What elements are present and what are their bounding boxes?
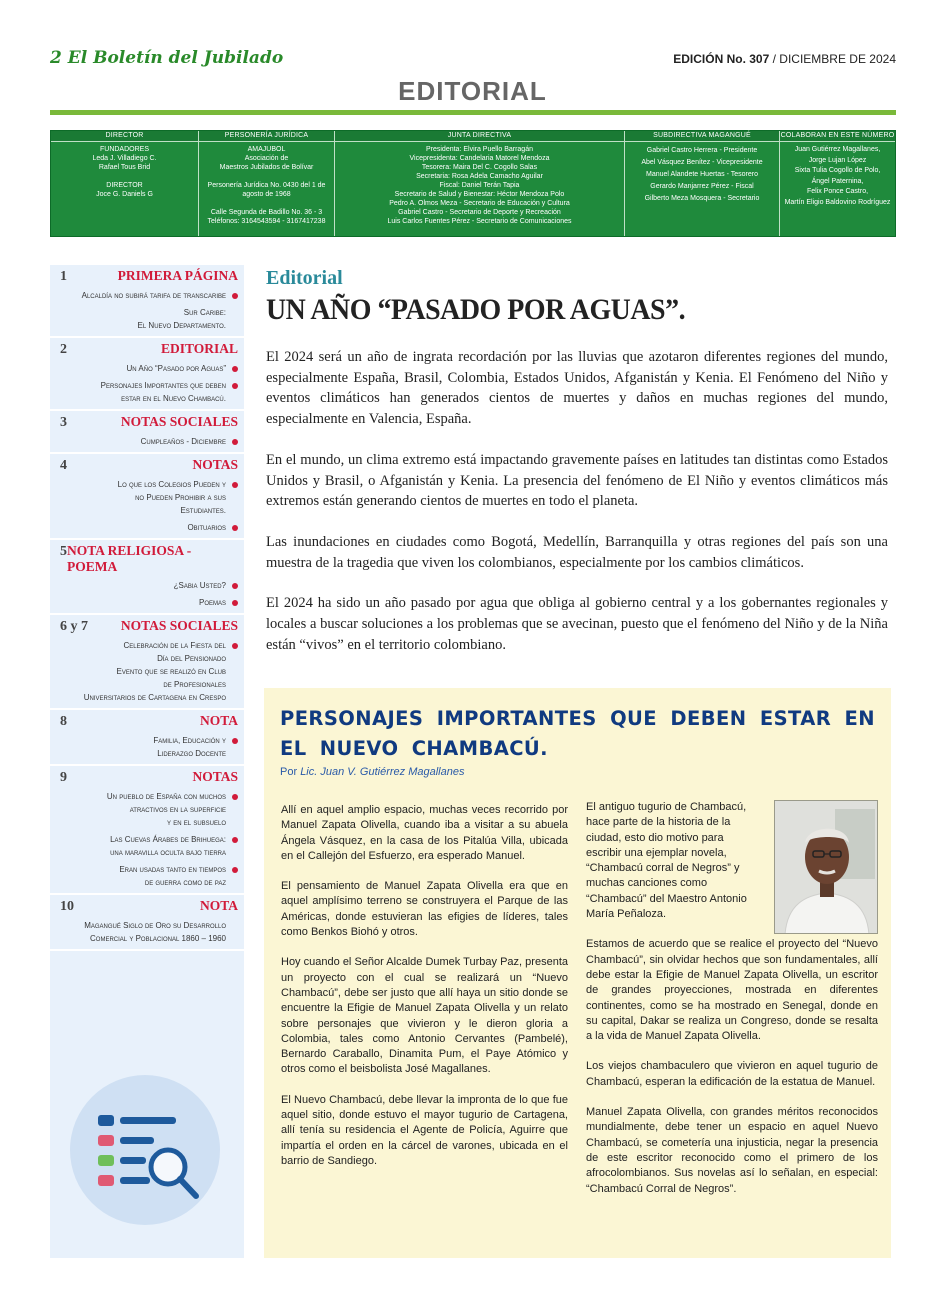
toc-item-label: Un pueblo de España con muchos atractivos en la superficie y en el subsuelo xyxy=(106,792,226,827)
edition-date: / DICIEMBRE DE 2024 xyxy=(769,52,896,66)
toc-page-number: 1 xyxy=(60,269,67,284)
bullet-icon xyxy=(232,583,238,589)
staff-col-head: COLABORAN EN ESTE NÚMERO xyxy=(780,131,895,142)
toc-item[interactable] xyxy=(60,579,238,592)
staff-col-head: PERSONERÍA JURÍDICA xyxy=(199,131,334,142)
toc-item-label: Magangué Siglo de Oro su Desarrollo Comercial y Poblacional 1860 – 1960 xyxy=(84,921,226,943)
toc-item[interactable] xyxy=(60,863,238,889)
publication-title: 2 El Boletín del Jubilado xyxy=(50,48,284,68)
toc-section xyxy=(50,615,244,710)
header-divider xyxy=(50,110,896,115)
staff-col-subboard xyxy=(625,131,780,236)
byline-prefix: Por xyxy=(280,766,301,778)
editorial-paragraph: El 2024 ha sido un año pasado por agua que obliga al gobierno central y a los gobernantes regionales y locales a buscar soluciones a los problemas que se avecinan, puesto que el fenómeno del Niño y de la Niña están “vivos” en el territorio colombiano. xyxy=(266,595,888,653)
toc-item-label: Eran usadas tanto en tiempos de guerra como de paz xyxy=(119,865,226,887)
editorial-kicker: Editorial xyxy=(266,267,343,289)
toc-section-title: NOTA xyxy=(199,898,238,913)
toc-item-label: Familia, Educación y Liderazgo Docente xyxy=(153,736,226,758)
toc-section xyxy=(50,766,244,895)
toc-page-number: 2 xyxy=(60,342,67,357)
toc-section-header xyxy=(60,268,238,285)
toc-item-label: Obituarios xyxy=(187,523,226,532)
author-portrait xyxy=(774,800,878,934)
feature-paragraph: Allí en aquel amplio espacio, muchas veces recorrido por Manuel Zapata Olivella, cuando iba a visitar a su abuela Ángela Vásquez, en la casa de los Pitalúa Villa, ubicada en el Callejón del Esfuerzo, era esperado Manuel. xyxy=(281,804,568,862)
table-of-contents xyxy=(50,265,244,1258)
staff-col-body: AMAJUBOL Asociación de Maestros Jubilados de Bolívar Personería Jurídica No. 0430 del 1 de agosto de 1968 Calle Segunda de Badillo No. 36 - 3 Teléfonos: 3164543594 - 3167417238 xyxy=(207,146,326,225)
section-title: EDITORIAL xyxy=(398,76,547,106)
staff-col-body: Gabriel Castro Herrera - Presidente Abel Vásquez Benítez - Vicepresidente Manuel Alandete Huertas - Tesorero Gerardo Manjarrez Pérez - Fiscal Gilberto Meza Mosquera - Secretario xyxy=(641,147,763,202)
editorial-paragraph: El 2024 será un año de ingrata recordación por las lluvias que azotaron diferentes regiones del mundo, especialmente España, Brasil, Colombia, Estados Unidos, Afganistán y Kenia. El Fenómeno del Niño y eventos climáticos han generados cientos de muertes y daños en muchas regiones del mundo, especialmente en Valencia, España. xyxy=(266,349,888,428)
feature-byline xyxy=(280,766,464,778)
bullet-icon xyxy=(232,837,238,843)
staff-col-body: FUNDADORES Leda J. Villadiego C. Rafael Tous Brid DIRECTOR Joce G. Daniels G xyxy=(92,146,157,198)
toc-section-header xyxy=(60,457,238,474)
staff-col-legal xyxy=(199,131,335,236)
toc-section xyxy=(50,265,244,338)
toc-section-title: NOTAS xyxy=(192,769,238,784)
toc-item[interactable] xyxy=(60,734,238,760)
staff-col-body: Presidenta: Elvira Puello Barragán Vicepresidenta: Candelaria Matorel Mendoza Tesorera: Maira Del C. Cogollo Salas Secretaria: Rosa Adela Camacho Aguilar Fiscal: Daniel Terán Tapia Secretario de Salud y Bienestar: Héctor Mendoza Polo Pedro A. Olmos Meza - Secretario de Educación y Cultura Gabriel Castro - Secretario de Deporte y Recreación Luis Carlos Fuentes Pérez - Secretario de Comunicaciones xyxy=(387,146,572,225)
bullet-icon xyxy=(232,482,238,488)
toc-item-label: Lo que los Colegios Pueden y no Pueden Prohibir a sus Estudiantes. xyxy=(117,480,226,515)
toc-item-label: ¿Sabia Usted? xyxy=(173,581,226,590)
bullet-icon xyxy=(232,794,238,800)
toc-section-title: NOTA RELIGIOSA - POEMA xyxy=(67,543,192,574)
feature-paragraph: Estamos de acuerdo que se realice el proyecto del “Nuevo Chambacú”, sin olvidar hechos que son fundamentales, allí debe estar la Efigie de Manuel Zapata Olivella, un escritor de grandes proyecciones, mostrada en diferentes continentes, como se ha mostrado en Senegal, donde en su capital, Dakar se realiza un Congreso, donde se resalta a la vida de Manuel Zapata Olivella. xyxy=(586,938,878,1043)
toc-page-number: 8 xyxy=(60,714,67,729)
bullet-icon xyxy=(232,293,238,299)
toc-section-title: PRIMERA PÁGINA xyxy=(117,268,238,283)
toc-item-label: Las Cuevas Árabes de Brihuega: una maravilla oculta bajo tierra xyxy=(110,835,226,857)
toc-page-number: 10 xyxy=(60,899,74,914)
toc-item[interactable] xyxy=(60,596,238,609)
toc-page-number: 3 xyxy=(60,415,67,430)
staff-col-body: Juan Gutiérrez Magallanes, Jorge Lujan López Sixta Tulia Cogollo de Polo, Ángel Paternina, Felix Ponce Castro, Martín Eligio Baldovino Rodríguez xyxy=(784,146,891,206)
toc-item-label: Personajes Importantes que deben estar en el Nuevo Chambacú. xyxy=(100,381,226,403)
bullet-icon xyxy=(232,366,238,372)
toc-item-label: Sur Caribe: El Nuevo Departamento. xyxy=(137,308,226,330)
toc-item-label: Un Año “Pasado por Aguas” xyxy=(126,364,226,373)
bullet-icon xyxy=(232,643,238,649)
search-list-icon xyxy=(70,1075,220,1225)
bullet-icon xyxy=(232,867,238,873)
feature-paragraph: El Nuevo Chambacú, debe llevar la impronta de lo que fue aquel sitio, donde estuvo el mayor tugurio de Cartagena, allí tenía su residencia el Agente de Policía, Aguirre que impartía el orden en la cárcel de varones, ubicada en el barrio de Sandiego. xyxy=(281,1093,568,1167)
toc-section xyxy=(50,895,244,951)
toc-page-number: 5 xyxy=(60,544,67,559)
toc-section-header xyxy=(60,543,238,575)
toc-page-number: 4 xyxy=(60,458,67,473)
feature-paragraph: Manuel Zapata Olivella, con grandes méritos reconocidos mundialmente, debe tener un espacio en aquel Nuevo Chambacú, se cometería una injusticia, negar la presencia de este escritor reconocido como el primero de los afrocolombianos. Sus novelas así lo señalan, en especial: “Chambacú Corral de Negros”. xyxy=(586,1106,878,1195)
toc-section-header xyxy=(60,618,238,635)
toc-item[interactable] xyxy=(60,362,238,375)
masthead xyxy=(50,46,896,72)
toc-section xyxy=(50,540,244,615)
toc-section xyxy=(50,710,244,766)
toc-item-label: Cumpleaños - Diciembre xyxy=(140,437,226,446)
feature-paragraph: El pensamiento de Manuel Zapata Olivella era que en aquel amplísimo terreno se construyera el Parque de las Américas, donde estuvieran las efigies de líderes, tales como Benkos Biohó y otros. xyxy=(281,880,568,939)
toc-section-header xyxy=(60,341,238,358)
toc-item-label: Alcaldía no subirá tarifa de transcaribe xyxy=(81,291,226,300)
toc-section xyxy=(50,338,244,411)
toc-section xyxy=(50,411,244,454)
bullet-icon xyxy=(232,525,238,531)
toc-item[interactable] xyxy=(60,639,238,704)
feature-paragraph: Hoy cuando el Señor Alcalde Dumek Turbay Paz, presenta un proyecto con el cual se realizará un “Nuevo Chambacú”, debe ser justo que allí haya un sitio donde se encuentre la Efigie de Manuel Zapata Olivella y un relato sobre personajes que vivieron y le dieron gloria a Colombia, tales como Antonio Cervantes (Pambelé), Bernardo Caraballo, Dinamita Pum, el Paye Atómico y otros como el beisbolista José Magallanes. xyxy=(281,956,568,1076)
toc-item[interactable] xyxy=(60,919,238,945)
toc-section-header xyxy=(60,898,238,915)
toc-item[interactable] xyxy=(60,521,238,534)
feature-title: PERSONAJES IMPORTANTES QUE DEBEN ESTAR EN EL NUEVO CHAMBACÚ. xyxy=(280,707,875,760)
staff-box xyxy=(50,130,896,237)
bullet-icon xyxy=(232,383,238,389)
toc-item[interactable] xyxy=(60,435,238,448)
toc-page-number: 9 xyxy=(60,770,67,785)
byline-author: Lic. Juan V. Gutiérrez Magallanes xyxy=(300,766,465,778)
bullet-icon xyxy=(232,738,238,744)
toc-item-label: Poemas xyxy=(198,598,226,607)
editorial-paragraph: Las inundaciones en ciudades como Bogotá, Medellín, Barranquilla y otras regiones del país son una muestra de la tragedia que viven los colombianos, especialmente por los cambios climáticos. xyxy=(266,533,888,571)
edition-info xyxy=(673,52,896,66)
toc-section-header xyxy=(60,713,238,730)
staff-col-contributors xyxy=(780,131,895,236)
feature-paragraph: Los viejos chambaculero que vivieron en aquel tugurio de Chambacú, esperan la edificación de la estatua de Manuel. xyxy=(586,1060,878,1088)
toc-item[interactable] xyxy=(60,289,238,302)
toc-item[interactable] xyxy=(60,833,238,859)
feature-intro: El antiguo tugurio de Chambacú, hace parte de la historia de la ciudad, esto dio motivo para escribir una ejemplar novela, “Chambacú corral de Negros” y muchas canciones como “Chambacú” del Maestro Antonio María Peñaloza. xyxy=(586,801,747,921)
toc-section-header xyxy=(60,769,238,786)
toc-item[interactable] xyxy=(60,379,238,405)
feature-article xyxy=(264,688,891,1258)
toc-section-title: EDITORIAL xyxy=(160,341,238,356)
edition-number: EDICIÓN No. 307 xyxy=(673,52,770,66)
staff-col-director xyxy=(51,131,199,236)
toc-section-title: NOTAS SOCIALES xyxy=(120,618,238,633)
toc-item[interactable] xyxy=(60,790,238,829)
editorial-paragraph: En el mundo, un clima extremo está impactando gravemente países en latitudes tan distintas como Estados Unidos y Brasil, o Afganistán y Kenia. La presencia del fenómeno de El Niño y eventos climáticos más extremos están generando cientos de muertes en todo el planeta. xyxy=(266,451,888,510)
editorial-body xyxy=(266,347,888,675)
toc-section-header xyxy=(60,414,238,431)
bullet-icon xyxy=(232,600,238,606)
staff-col-head: SUBDIRECTIVA MAGANGUÉ xyxy=(625,131,779,142)
toc-section-title: NOTAS SOCIALES xyxy=(120,414,238,429)
staff-col-board xyxy=(335,131,625,236)
toc-section-title: NOTA xyxy=(199,713,238,728)
staff-col-head: JUNTA DIRECTIVA xyxy=(335,131,624,142)
toc-page-number: 6 y 7 xyxy=(60,619,88,634)
toc-section xyxy=(50,454,244,540)
staff-col-head: DIRECTOR xyxy=(51,131,198,142)
toc-item[interactable] xyxy=(60,478,238,517)
toc-item[interactable] xyxy=(60,306,238,332)
toc-item-label: Celebración de la Fiesta del Día del Pensionado Evento que se realizó en Club de Profesionales Universitarios de Cartagena en Crespo xyxy=(83,641,226,702)
bullet-icon xyxy=(232,439,238,445)
toc-section-title: NOTAS xyxy=(192,457,238,472)
editorial-headline: UN AÑO “PASADO POR AGUAS”. xyxy=(266,293,686,326)
feature-column-left xyxy=(281,803,568,1184)
